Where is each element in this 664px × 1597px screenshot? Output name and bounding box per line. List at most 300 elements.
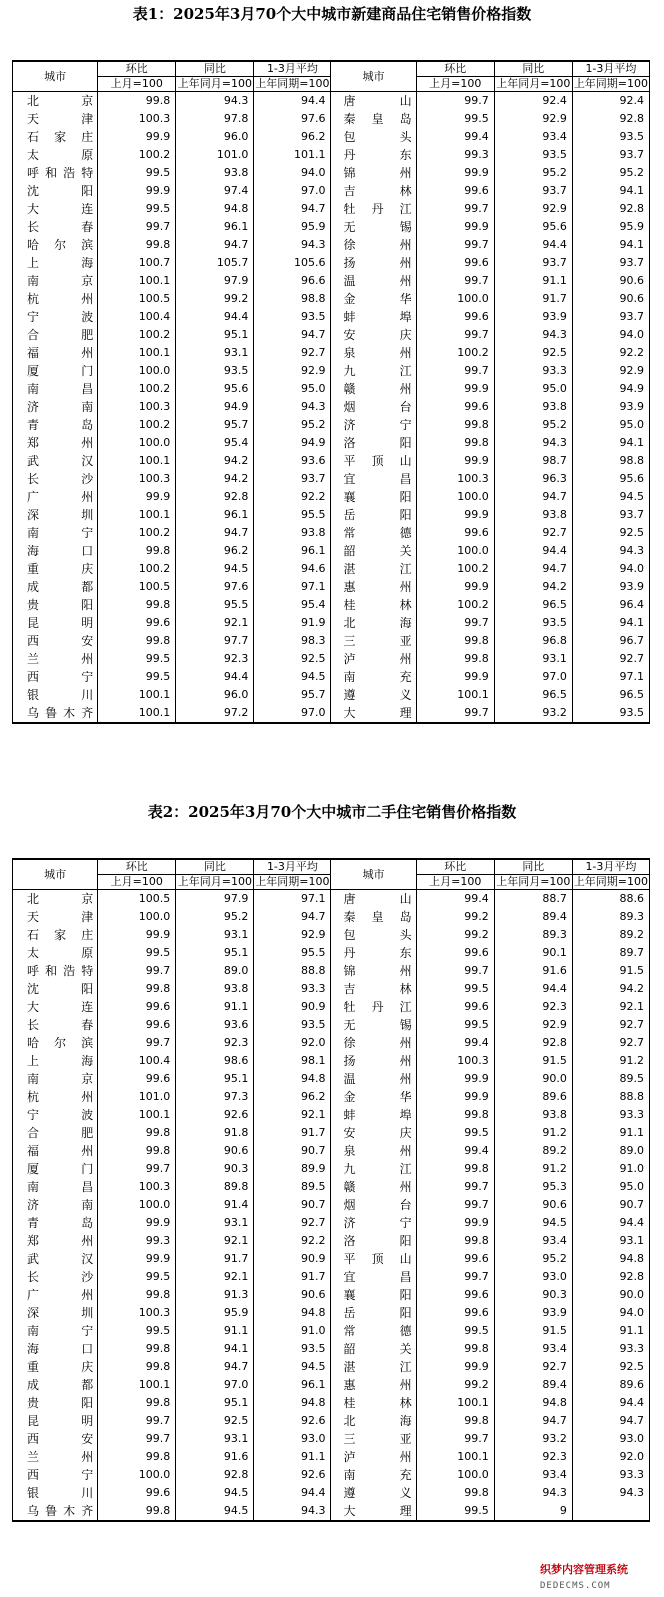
- mom-value-cell: 100.1: [98, 1106, 176, 1124]
- mom-value-cell: 99.6: [416, 398, 494, 416]
- avg-value-cell: 97.1: [254, 578, 331, 596]
- mom-value-cell: 99.6: [416, 998, 494, 1016]
- city-name-cell: 丹东: [331, 944, 416, 962]
- city-name-cell: 韶关: [331, 1340, 416, 1358]
- table-row: [13, 542, 650, 560]
- avg-value-cell: 93.7: [572, 308, 649, 326]
- city-name-cell: 泸州: [331, 1448, 416, 1466]
- city-name-cell: 温州: [331, 1070, 416, 1088]
- mom-value-cell: 99.4: [416, 1142, 494, 1160]
- city-name-cell: 郑州: [13, 434, 98, 452]
- yoy-base-header: 上年同月=100: [177, 77, 252, 90]
- yoy-value-cell: 93.2: [494, 704, 572, 723]
- avg-value-cell: 89.9: [254, 1160, 331, 1178]
- yoy-value-cell: 89.4: [494, 1376, 572, 1394]
- watermark-domain: DEDECMS.COM: [540, 1581, 611, 1591]
- city-name-cell: 赣州: [331, 380, 416, 398]
- city-name-cell: 西宁: [13, 668, 98, 686]
- city-name-cell: 杭州: [13, 1088, 98, 1106]
- yoy-value-cell: 93.1: [176, 1430, 254, 1448]
- avg-value-cell: 90.0: [572, 1286, 649, 1304]
- table-row: [13, 1394, 650, 1412]
- city-name-cell: 唐山: [331, 890, 416, 909]
- yoy-header: 同比: [176, 61, 254, 77]
- mom-value-cell: 99.5: [98, 944, 176, 962]
- mom-value-cell: 99.9: [98, 128, 176, 146]
- yoy-value-cell: 94.5: [176, 1484, 254, 1502]
- avg-value-cell: 98.1: [254, 1052, 331, 1070]
- avg-value-cell: 98.8: [254, 290, 331, 308]
- yoy-value-cell: 93.2: [494, 1430, 572, 1448]
- yoy-value-cell: 91.2: [494, 1124, 572, 1142]
- avg-value-cell: 93.7: [572, 506, 649, 524]
- avg-value-cell: 95.4: [254, 596, 331, 614]
- yoy-value-cell: 95.4: [176, 434, 254, 452]
- mom-value-cell: 100.5: [98, 890, 176, 909]
- city-name-cell: 扬州: [331, 254, 416, 272]
- avg-value-cell: 94.5: [572, 488, 649, 506]
- yoy-value-cell: 92.5: [176, 1412, 254, 1430]
- yoy-value-cell: 91.3: [176, 1286, 254, 1304]
- city-name-cell: 昆明: [13, 1412, 98, 1430]
- yoy-header: 同比: [494, 859, 572, 875]
- yoy-value-cell: 95.2: [176, 908, 254, 926]
- avg-value-cell: 90.9: [254, 998, 331, 1016]
- yoy-value-cell: 94.5: [176, 560, 254, 578]
- avg-value-cell: 94.4: [572, 1394, 649, 1412]
- city-name-cell: 安庆: [331, 1124, 416, 1142]
- mom-value-cell: 99.7: [416, 362, 494, 380]
- city-name-cell: 济宁: [331, 1214, 416, 1232]
- mom-value-cell: 99.6: [98, 614, 176, 632]
- avg-value-cell: 91.7: [254, 1124, 331, 1142]
- mom-value-cell: 99.7: [98, 1034, 176, 1052]
- mom-value-cell: 99.9: [416, 164, 494, 182]
- avg-value-cell: 94.2: [572, 980, 649, 998]
- mom-value-cell: 99.5: [416, 1502, 494, 1521]
- mom-value-cell: 99.9: [416, 380, 494, 398]
- table-row: [13, 632, 650, 650]
- city-name-cell: 西宁: [13, 1466, 98, 1484]
- mom-value-cell: 99.6: [98, 1016, 176, 1034]
- city-name-cell: 贵阳: [13, 1394, 98, 1412]
- yoy-value-cell: 95.1: [176, 1070, 254, 1088]
- mom-value-cell: 99.8: [416, 1412, 494, 1430]
- city-name-cell: 无锡: [331, 1016, 416, 1034]
- avg-value-cell: 94.8: [254, 1304, 331, 1322]
- avg-value-cell: 96.2: [254, 128, 331, 146]
- city-name-cell: 三亚: [331, 1430, 416, 1448]
- mom-value-cell: 99.8: [98, 236, 176, 254]
- avg-header: 1-3月平均: [254, 859, 331, 875]
- mom-header: 环比: [98, 61, 176, 77]
- city-name-cell: 秦皇岛: [331, 110, 416, 128]
- city-name-cell: 成都: [13, 578, 98, 596]
- city-name-cell: 湛江: [331, 560, 416, 578]
- city-name-cell: 平顶山: [331, 1250, 416, 1268]
- city-name-cell: 锦州: [331, 962, 416, 980]
- city-name-cell: 吉林: [331, 980, 416, 998]
- mom-value-cell: 100.2: [98, 380, 176, 398]
- avg-value-cell: 89.5: [572, 1070, 649, 1088]
- yoy-value-cell: 99.2: [176, 290, 254, 308]
- table-row: [13, 1484, 650, 1502]
- mom-value-cell: 99.5: [98, 1268, 176, 1286]
- table-row: [13, 686, 650, 704]
- yoy-value-cell: 93.5: [494, 614, 572, 632]
- avg-value-cell: 90.7: [254, 1196, 331, 1214]
- avg-value-cell: 93.9: [572, 578, 649, 596]
- mom-value-cell: 100.0: [98, 362, 176, 380]
- yoy-value-cell: 92.3: [176, 1034, 254, 1052]
- mom-value-cell: 99.2: [416, 908, 494, 926]
- yoy-value-cell: 88.7: [494, 890, 572, 909]
- mom-value-cell: 99.9: [416, 668, 494, 686]
- mom-value-cell: 100.2: [98, 146, 176, 164]
- table-row: [13, 236, 650, 254]
- avg-value-cell: 94.5: [254, 668, 331, 686]
- yoy-value-cell: 97.9: [176, 890, 254, 909]
- table-row: [13, 182, 650, 200]
- yoy-value-cell: 96.3: [494, 470, 572, 488]
- table-row: [13, 218, 650, 236]
- yoy-value-cell: 92.5: [494, 344, 572, 362]
- yoy-value-cell: 93.8: [494, 398, 572, 416]
- avg-value-cell: 92.7: [254, 344, 331, 362]
- avg-value-cell: 93.5: [572, 128, 649, 146]
- city-name-cell: 九江: [331, 362, 416, 380]
- avg-value-cell: 97.0: [254, 182, 331, 200]
- yoy-value-cell: 93.8: [494, 1106, 572, 1124]
- avg-value-cell: 89.0: [572, 1142, 649, 1160]
- city-name-cell: 乌鲁木齐: [13, 1502, 98, 1521]
- avg-value-cell: 91.1: [254, 1448, 331, 1466]
- mom-value-cell: 99.8: [98, 1502, 176, 1521]
- city-name-cell: 宜昌: [331, 470, 416, 488]
- table-row: [13, 1232, 650, 1250]
- yoy-value-cell: 93.4: [494, 1232, 572, 1250]
- city-name-cell: 天津: [13, 110, 98, 128]
- avg-value-cell: 94.0: [572, 560, 649, 578]
- yoy-value-cell: 93.6: [176, 1016, 254, 1034]
- avg-value-cell: 96.4: [572, 596, 649, 614]
- city-name-cell: 石家庄: [13, 128, 98, 146]
- city-name-cell: 哈尔滨: [13, 236, 98, 254]
- city-name-cell: 北京: [13, 890, 98, 909]
- avg-value-cell: 94.7: [572, 1412, 649, 1430]
- avg-value-cell: 98.3: [254, 632, 331, 650]
- avg-value-cell: 96.5: [572, 686, 649, 704]
- city-name-cell: 三亚: [331, 632, 416, 650]
- city-name-cell: 扬州: [331, 1052, 416, 1070]
- yoy-value-cell: 92.7: [494, 1358, 572, 1376]
- mom-value-cell: 99.7: [416, 1178, 494, 1196]
- mom-value-cell: 99.8: [98, 92, 176, 111]
- table-row: [13, 668, 650, 686]
- city-name-cell: 宁波: [13, 1106, 98, 1124]
- table-row: [13, 1088, 650, 1106]
- mom-value-cell: 99.6: [416, 1304, 494, 1322]
- avg-value-cell: 94.5: [254, 1358, 331, 1376]
- avg-value-cell: 94.7: [254, 908, 331, 926]
- avg-value-cell: 96.1: [254, 1376, 331, 1394]
- yoy-value-cell: 94.7: [176, 236, 254, 254]
- avg-header: 1-3月平均: [572, 859, 649, 875]
- mom-value-cell: 99.8: [98, 1142, 176, 1160]
- mom-value-cell: 100.2: [416, 344, 494, 362]
- avg-value-cell: 94.1: [572, 614, 649, 632]
- yoy-header: 同比: [176, 859, 254, 875]
- city-name-cell: 兰州: [13, 650, 98, 668]
- yoy-value-cell: 91.7: [176, 1250, 254, 1268]
- mom-value-cell: 99.8: [416, 632, 494, 650]
- avg-value-cell: 92.2: [572, 344, 649, 362]
- city-name-cell: 襄阳: [331, 488, 416, 506]
- avg-value-cell: 89.7: [572, 944, 649, 962]
- table-row: [13, 1160, 650, 1178]
- yoy-value-cell: 93.1: [494, 650, 572, 668]
- avg-value-cell: 93.0: [572, 1430, 649, 1448]
- avg-value-cell: 90.9: [254, 1250, 331, 1268]
- avg-value-cell: 96.2: [254, 1088, 331, 1106]
- mom-value-cell: 100.2: [416, 596, 494, 614]
- mom-value-cell: 99.6: [98, 998, 176, 1016]
- mom-value-cell: 99.6: [416, 308, 494, 326]
- mom-value-cell: 99.4: [416, 1034, 494, 1052]
- table-row: [13, 1322, 650, 1340]
- mom-value-cell: 99.8: [98, 632, 176, 650]
- avg-value-cell: 94.8: [254, 1070, 331, 1088]
- avg-value-cell: [572, 1502, 649, 1521]
- avg-value-cell: 94.9: [572, 380, 649, 398]
- table-row: [13, 1070, 650, 1088]
- mom-value-cell: 99.7: [416, 704, 494, 723]
- table2-title: 表2：2025年3月70个大中城市二手住宅销售价格指数: [147, 803, 517, 821]
- city-name-cell: 青岛: [13, 416, 98, 434]
- yoy-value-cell: 94.4: [494, 236, 572, 254]
- yoy-value-cell: 93.0: [494, 1268, 572, 1286]
- yoy-value-cell: 92.3: [494, 998, 572, 1016]
- avg-value-cell: 96.7: [572, 632, 649, 650]
- yoy-value-cell: 9: [494, 1502, 572, 1521]
- yoy-value-cell: 92.4: [494, 92, 572, 111]
- city-name-cell: 上海: [13, 1052, 98, 1070]
- city-name-cell: 乌鲁木齐: [13, 704, 98, 723]
- mom-base-header: 上月=100: [416, 875, 494, 890]
- avg-base-header: 上年同期=100: [573, 77, 649, 90]
- mom-value-cell: 99.8: [98, 980, 176, 998]
- mom-value-cell: 100.1: [98, 1376, 176, 1394]
- mom-value-cell: 100.1: [98, 452, 176, 470]
- table-row: [13, 578, 650, 596]
- city-name-cell: 广州: [13, 1286, 98, 1304]
- mom-value-cell: 100.0: [416, 488, 494, 506]
- mom-value-cell: 99.3: [98, 1232, 176, 1250]
- city-name-cell: 贵阳: [13, 596, 98, 614]
- city-name-cell: 郑州: [13, 1232, 98, 1250]
- city-name-cell: 上海: [13, 254, 98, 272]
- table-row: [13, 1250, 650, 1268]
- city-name-cell: 无锡: [331, 218, 416, 236]
- yoy-value-cell: 96.8: [494, 632, 572, 650]
- yoy-value-cell: 94.3: [494, 434, 572, 452]
- yoy-value-cell: 94.2: [176, 452, 254, 470]
- city-name-cell: 呼和浩特: [13, 164, 98, 182]
- yoy-value-cell: 97.4: [176, 182, 254, 200]
- city-header: 城市: [13, 61, 98, 92]
- yoy-value-cell: 97.0: [494, 668, 572, 686]
- mom-value-cell: 99.7: [416, 1430, 494, 1448]
- mom-value-cell: 99.9: [98, 488, 176, 506]
- mom-value-cell: 99.8: [416, 1160, 494, 1178]
- mom-value-cell: 100.2: [416, 560, 494, 578]
- yoy-value-cell: 98.7: [494, 452, 572, 470]
- mom-value-cell: 99.8: [98, 1448, 176, 1466]
- yoy-value-cell: 95.1: [176, 1394, 254, 1412]
- table-row: [13, 944, 650, 962]
- city-name-cell: 福州: [13, 344, 98, 362]
- avg-value-cell: 93.3: [572, 1106, 649, 1124]
- city-name-cell: 温州: [331, 272, 416, 290]
- yoy-value-cell: 95.5: [176, 596, 254, 614]
- mom-value-cell: 99.8: [98, 1394, 176, 1412]
- yoy-value-cell: 97.0: [176, 1376, 254, 1394]
- city-name-cell: 桂林: [331, 596, 416, 614]
- city-name-cell: 宁波: [13, 308, 98, 326]
- mom-value-cell: 99.7: [416, 200, 494, 218]
- yoy-value-cell: 93.8: [494, 506, 572, 524]
- table-row: [13, 614, 650, 632]
- avg-value-cell: 94.8: [572, 1250, 649, 1268]
- yoy-value-cell: 94.2: [176, 470, 254, 488]
- mom-value-cell: 99.6: [416, 254, 494, 272]
- city-name-cell: 蚌埠: [331, 308, 416, 326]
- mom-value-cell: 99.8: [416, 1232, 494, 1250]
- mom-value-cell: 99.8: [416, 1484, 494, 1502]
- yoy-value-cell: 98.6: [176, 1052, 254, 1070]
- avg-value-cell: 91.2: [572, 1052, 649, 1070]
- city-name-cell: 锦州: [331, 164, 416, 182]
- avg-value-cell: 88.8: [254, 962, 331, 980]
- yoy-value-cell: 93.5: [176, 362, 254, 380]
- mom-value-cell: 99.2: [416, 926, 494, 944]
- mom-value-cell: 101.0: [98, 1088, 176, 1106]
- mom-value-cell: 99.7: [416, 1196, 494, 1214]
- avg-value-cell: 92.0: [254, 1034, 331, 1052]
- yoy-value-cell: 94.7: [494, 488, 572, 506]
- yoy-value-cell: 91.2: [494, 1160, 572, 1178]
- city-name-cell: 秦皇岛: [331, 908, 416, 926]
- city-name-cell: 牡丹江: [331, 998, 416, 1016]
- avg-value-cell: 94.3: [254, 236, 331, 254]
- city-name-cell: 南充: [331, 1466, 416, 1484]
- avg-value-cell: 92.5: [572, 1358, 649, 1376]
- yoy-value-cell: 90.1: [494, 944, 572, 962]
- city-name-cell: 沈阳: [13, 980, 98, 998]
- city-name-cell: 哈尔滨: [13, 1034, 98, 1052]
- avg-value-cell: 94.0: [572, 1304, 649, 1322]
- mom-value-cell: 99.7: [98, 962, 176, 980]
- avg-value-cell: 97.1: [254, 890, 331, 909]
- avg-value-cell: 91.0: [572, 1160, 649, 1178]
- table1-new-housing-price-index: [12, 60, 650, 724]
- table-row: [13, 164, 650, 182]
- mom-value-cell: 99.8: [98, 1286, 176, 1304]
- mom-value-cell: 100.3: [98, 470, 176, 488]
- yoy-value-cell: 93.4: [494, 128, 572, 146]
- yoy-value-cell: 90.0: [494, 1070, 572, 1088]
- avg-value-cell: 94.3: [572, 542, 649, 560]
- mom-value-cell: 99.5: [98, 200, 176, 218]
- yoy-value-cell: 93.7: [494, 254, 572, 272]
- mom-value-cell: 99.9: [98, 1250, 176, 1268]
- yoy-value-cell: 90.6: [176, 1142, 254, 1160]
- avg-value-cell: 92.4: [572, 92, 649, 111]
- city-name-cell: 韶关: [331, 542, 416, 560]
- avg-value-cell: 94.9: [254, 434, 331, 452]
- city-name-cell: 深圳: [13, 1304, 98, 1322]
- yoy-value-cell: 90.3: [176, 1160, 254, 1178]
- yoy-value-cell: 93.1: [176, 926, 254, 944]
- yoy-value-cell: 97.3: [176, 1088, 254, 1106]
- yoy-value-cell: 94.3: [176, 92, 254, 111]
- avg-value-cell: 94.4: [254, 92, 331, 111]
- yoy-value-cell: 92.9: [494, 1016, 572, 1034]
- mom-value-cell: 99.6: [416, 944, 494, 962]
- mom-value-cell: 100.1: [98, 506, 176, 524]
- avg-value-cell: 97.6: [254, 110, 331, 128]
- mom-value-cell: 100.3: [98, 1304, 176, 1322]
- table-row: [13, 1214, 650, 1232]
- mom-value-cell: 99.7: [416, 962, 494, 980]
- mom-value-cell: 99.7: [416, 92, 494, 111]
- avg-base-header: 上年同期=100: [573, 875, 649, 888]
- watermark-title: 织梦内容管理系统: [540, 1563, 628, 1576]
- city-header: 城市: [13, 859, 98, 890]
- city-name-cell: 包头: [331, 926, 416, 944]
- yoy-value-cell: 96.5: [494, 686, 572, 704]
- city-name-cell: 成都: [13, 1376, 98, 1394]
- city-name-cell: 大连: [13, 200, 98, 218]
- table2-body: [13, 890, 650, 1522]
- table-row: [13, 398, 650, 416]
- table-row: [13, 1052, 650, 1070]
- table-row: [13, 290, 650, 308]
- city-name-cell: 岳阳: [331, 1304, 416, 1322]
- yoy-value-cell: 97.6: [176, 578, 254, 596]
- table-row: [13, 1304, 650, 1322]
- city-name-cell: 安庆: [331, 326, 416, 344]
- avg-value-cell: 91.0: [254, 1322, 331, 1340]
- avg-value-cell: 89.3: [572, 908, 649, 926]
- avg-value-cell: 95.0: [572, 1178, 649, 1196]
- table-row: [13, 434, 650, 452]
- avg-value-cell: 92.7: [572, 1034, 649, 1052]
- mom-base-header: 上月=100: [416, 77, 494, 92]
- mom-value-cell: 99.8: [98, 542, 176, 560]
- avg-value-cell: 92.8: [572, 1268, 649, 1286]
- avg-value-cell: 95.0: [254, 380, 331, 398]
- table-row: [13, 1358, 650, 1376]
- city-name-cell: 大连: [13, 998, 98, 1016]
- city-name-cell: 平顶山: [331, 452, 416, 470]
- mom-header: 环比: [416, 859, 494, 875]
- avg-value-cell: 95.2: [572, 164, 649, 182]
- table-row: [13, 272, 650, 290]
- mom-value-cell: 99.5: [98, 650, 176, 668]
- yoy-value-cell: 89.6: [494, 1088, 572, 1106]
- yoy-value-cell: 96.0: [176, 686, 254, 704]
